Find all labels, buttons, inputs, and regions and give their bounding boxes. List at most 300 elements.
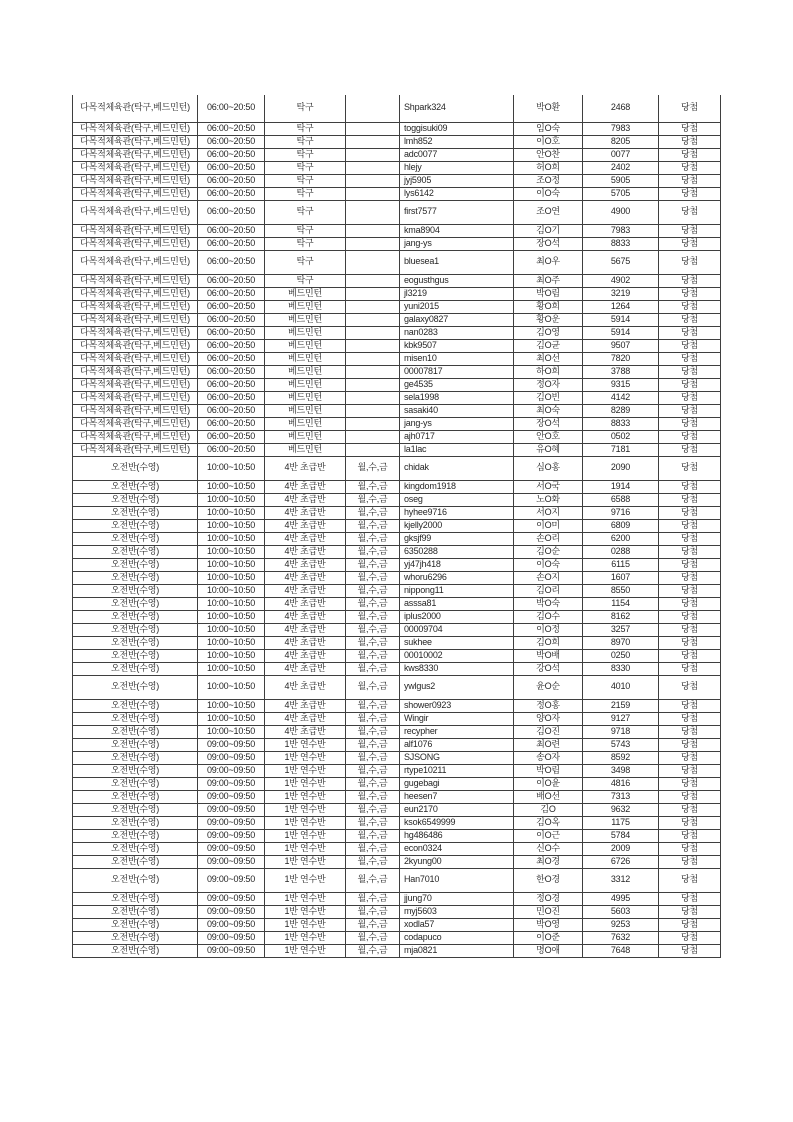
cell-name: 김O기 xyxy=(514,224,583,237)
cell-class: 4반 초급반 xyxy=(265,712,346,725)
table-row xyxy=(73,751,721,764)
cell-result: 당첨 xyxy=(659,519,721,532)
cell-days: 월,수,금 xyxy=(346,699,400,712)
cell-id: gksjf99 xyxy=(400,532,514,545)
cell-class: 1반 연수반 xyxy=(265,738,346,751)
cell-days: 월,수,금 xyxy=(346,558,400,571)
cell-result: 당첨 xyxy=(659,456,721,480)
cell-facility: 오전반(수영) xyxy=(73,790,198,803)
cell-time: 06:00~20:50 xyxy=(198,224,265,237)
cell-name: 김O균 xyxy=(514,339,583,352)
cell-time: 10:00~10:50 xyxy=(198,519,265,532)
cell-facility: 오전반(수영) xyxy=(73,855,198,868)
cell-time: 10:00~10:50 xyxy=(198,545,265,558)
table-row xyxy=(73,506,721,519)
table-row xyxy=(73,480,721,493)
cell-number: 7648 xyxy=(583,944,659,957)
cell-result: 당첨 xyxy=(659,250,721,274)
cell-days xyxy=(346,313,400,326)
cell-id: ksok6549999 xyxy=(400,816,514,829)
cell-facility: 다목적체육관(탁구,베드민턴) xyxy=(73,313,198,326)
cell-days xyxy=(346,417,400,430)
cell-result: 당첨 xyxy=(659,738,721,751)
cell-id: mja0821 xyxy=(400,944,514,957)
cell-class: 탁구 xyxy=(265,250,346,274)
cell-result: 당첨 xyxy=(659,944,721,957)
cell-name: 이O근 xyxy=(514,829,583,842)
cell-name: 안O호 xyxy=(514,430,583,443)
cell-result: 당첨 xyxy=(659,378,721,391)
table-row xyxy=(73,224,721,237)
table-row xyxy=(73,803,721,816)
cell-class: 4반 초급반 xyxy=(265,558,346,571)
table-row xyxy=(73,738,721,751)
cell-result: 당첨 xyxy=(659,868,721,892)
cell-days: 월,수,금 xyxy=(346,519,400,532)
cell-number: 8833 xyxy=(583,237,659,250)
cell-name: 박O림 xyxy=(514,764,583,777)
table-row xyxy=(73,725,721,738)
cell-days: 월,수,금 xyxy=(346,868,400,892)
cell-number: 5743 xyxy=(583,738,659,751)
cell-days xyxy=(346,174,400,187)
cell-facility: 다목적체육관(탁구,베드민턴) xyxy=(73,300,198,313)
cell-class: 탁구 xyxy=(265,237,346,250)
cell-days: 월,수,금 xyxy=(346,597,400,610)
table-row xyxy=(73,417,721,430)
cell-time: 10:00~10:50 xyxy=(198,610,265,623)
cell-result: 당첨 xyxy=(659,597,721,610)
cell-result: 당첨 xyxy=(659,200,721,224)
cell-days: 월,수,금 xyxy=(346,649,400,662)
cell-id: adc0077 xyxy=(400,148,514,161)
cell-name: 황O운 xyxy=(514,313,583,326)
cell-result: 당첨 xyxy=(659,584,721,597)
cell-facility: 오전반(수영) xyxy=(73,918,198,931)
table-row xyxy=(73,352,721,365)
cell-time: 10:00~10:50 xyxy=(198,506,265,519)
cell-time: 10:00~10:50 xyxy=(198,649,265,662)
cell-name: 김O리 xyxy=(514,584,583,597)
cell-facility: 오전반(수영) xyxy=(73,493,198,506)
cell-facility: 오전반(수영) xyxy=(73,803,198,816)
cell-class: 1반 연수반 xyxy=(265,868,346,892)
cell-days: 월,수,금 xyxy=(346,545,400,558)
cell-id: SJSONG xyxy=(400,751,514,764)
cell-number: 5603 xyxy=(583,905,659,918)
cell-days: 월,수,금 xyxy=(346,610,400,623)
cell-name: 이O준 xyxy=(514,931,583,944)
cell-result: 당첨 xyxy=(659,404,721,417)
cell-id: jang-ys xyxy=(400,417,514,430)
cell-name: 김O xyxy=(514,803,583,816)
cell-result: 당첨 xyxy=(659,751,721,764)
cell-facility: 오전반(수영) xyxy=(73,712,198,725)
cell-facility: 오전반(수영) xyxy=(73,636,198,649)
table-row xyxy=(73,187,721,200)
cell-time: 06:00~20:50 xyxy=(198,430,265,443)
cell-facility: 다목적체육관(탁구,베드민턴) xyxy=(73,404,198,417)
cell-result: 당첨 xyxy=(659,95,721,122)
cell-name: 송O자 xyxy=(514,751,583,764)
cell-days: 월,수,금 xyxy=(346,662,400,675)
cell-id: 6350288 xyxy=(400,545,514,558)
cell-name: 박O배 xyxy=(514,649,583,662)
cell-days xyxy=(346,443,400,456)
cell-result: 당첨 xyxy=(659,135,721,148)
cell-time: 06:00~20:50 xyxy=(198,187,265,200)
cell-number: 0288 xyxy=(583,545,659,558)
cell-number: 3312 xyxy=(583,868,659,892)
cell-number: 9507 xyxy=(583,339,659,352)
cell-number: 2402 xyxy=(583,161,659,174)
cell-class: 베드민턴 xyxy=(265,339,346,352)
cell-class: 4반 초급반 xyxy=(265,725,346,738)
cell-class: 1반 연수반 xyxy=(265,855,346,868)
cell-result: 당첨 xyxy=(659,274,721,287)
cell-number: 5914 xyxy=(583,313,659,326)
cell-number: 4816 xyxy=(583,777,659,790)
cell-id: econ0324 xyxy=(400,842,514,855)
cell-result: 당첨 xyxy=(659,649,721,662)
table-row xyxy=(73,610,721,623)
cell-class: 4반 초급반 xyxy=(265,649,346,662)
cell-id: yj47jh418 xyxy=(400,558,514,571)
cell-time: 10:00~10:50 xyxy=(198,571,265,584)
cell-result: 당첨 xyxy=(659,790,721,803)
cell-time: 09:00~09:50 xyxy=(198,905,265,918)
cell-class: 1반 연수반 xyxy=(265,829,346,842)
cell-facility: 다목적체육관(탁구,베드민턴) xyxy=(73,417,198,430)
table-row xyxy=(73,365,721,378)
cell-days xyxy=(346,430,400,443)
cell-name: 손O지 xyxy=(514,571,583,584)
cell-days: 월,수,금 xyxy=(346,506,400,519)
cell-class: 베드민턴 xyxy=(265,326,346,339)
cell-number: 6200 xyxy=(583,532,659,545)
cell-facility: 오전반(수영) xyxy=(73,764,198,777)
cell-time: 09:00~09:50 xyxy=(198,855,265,868)
cell-id: eogusthgus xyxy=(400,274,514,287)
cell-result: 당첨 xyxy=(659,571,721,584)
cell-class: 베드민턴 xyxy=(265,300,346,313)
cell-days: 월,수,금 xyxy=(346,725,400,738)
cell-time: 10:00~10:50 xyxy=(198,480,265,493)
cell-class: 베드민턴 xyxy=(265,313,346,326)
cell-facility: 다목적체육관(탁구,베드민턴) xyxy=(73,365,198,378)
cell-days xyxy=(346,237,400,250)
cell-class: 탁구 xyxy=(265,161,346,174)
table-row xyxy=(73,712,721,725)
cell-time: 06:00~20:50 xyxy=(198,122,265,135)
cell-result: 당첨 xyxy=(659,417,721,430)
table-row xyxy=(73,237,721,250)
cell-days: 월,수,금 xyxy=(346,764,400,777)
cell-id: kma8904 xyxy=(400,224,514,237)
cell-number: 3257 xyxy=(583,623,659,636)
cell-name: 황O희 xyxy=(514,300,583,313)
cell-name: 김O희 xyxy=(514,636,583,649)
cell-id: sela1998 xyxy=(400,391,514,404)
cell-result: 당첨 xyxy=(659,675,721,699)
cell-number: 8205 xyxy=(583,135,659,148)
cell-class: 탁구 xyxy=(265,274,346,287)
cell-facility: 오전반(수영) xyxy=(73,623,198,636)
cell-result: 당첨 xyxy=(659,506,721,519)
cell-class: 탁구 xyxy=(265,224,346,237)
cell-name: 이O정 xyxy=(514,623,583,636)
table-row xyxy=(73,571,721,584)
table-row xyxy=(73,829,721,842)
cell-result: 당첨 xyxy=(659,712,721,725)
table-row xyxy=(73,339,721,352)
cell-result: 당첨 xyxy=(659,699,721,712)
cell-time: 09:00~09:50 xyxy=(198,790,265,803)
cell-name: 하O희 xyxy=(514,365,583,378)
cell-result: 당첨 xyxy=(659,313,721,326)
cell-time: 09:00~09:50 xyxy=(198,777,265,790)
cell-time: 06:00~20:50 xyxy=(198,95,265,122)
cell-days: 월,수,금 xyxy=(346,803,400,816)
cell-id: toggisuki09 xyxy=(400,122,514,135)
cell-name: 최O선 xyxy=(514,352,583,365)
cell-number: 6588 xyxy=(583,493,659,506)
cell-facility: 다목적체육관(탁구,베드민턴) xyxy=(73,326,198,339)
cell-facility: 다목적체육관(탁구,베드민턴) xyxy=(73,339,198,352)
cell-days: 월,수,금 xyxy=(346,892,400,905)
cell-time: 06:00~20:50 xyxy=(198,417,265,430)
cell-class: 베드민턴 xyxy=(265,430,346,443)
cell-result: 당첨 xyxy=(659,148,721,161)
cell-result: 당첨 xyxy=(659,725,721,738)
cell-facility: 다목적체육관(탁구,베드민턴) xyxy=(73,237,198,250)
cell-class: 탁구 xyxy=(265,200,346,224)
cell-id: rtype10211 xyxy=(400,764,514,777)
cell-class: 베드민턴 xyxy=(265,365,346,378)
cell-days: 월,수,금 xyxy=(346,675,400,699)
cell-facility: 오전반(수영) xyxy=(73,558,198,571)
cell-name: 강O석 xyxy=(514,662,583,675)
cell-result: 당첨 xyxy=(659,187,721,200)
cell-result: 당첨 xyxy=(659,662,721,675)
table-row xyxy=(73,675,721,699)
cell-facility: 다목적체육관(탁구,베드민턴) xyxy=(73,352,198,365)
cell-facility: 다목적체육관(탁구,베드민턴) xyxy=(73,443,198,456)
cell-name: 정O홍 xyxy=(514,699,583,712)
cell-name: 장O석 xyxy=(514,237,583,250)
cell-id: jang-ys xyxy=(400,237,514,250)
cell-class: 탁구 xyxy=(265,95,346,122)
cell-days xyxy=(346,352,400,365)
cell-facility: 오전반(수영) xyxy=(73,532,198,545)
cell-time: 06:00~20:50 xyxy=(198,391,265,404)
cell-class: 베드민턴 xyxy=(265,378,346,391)
table-row xyxy=(73,122,721,135)
cell-time: 09:00~09:50 xyxy=(198,803,265,816)
table-row xyxy=(73,326,721,339)
cell-time: 06:00~20:50 xyxy=(198,200,265,224)
cell-days xyxy=(346,300,400,313)
cell-result: 당첨 xyxy=(659,931,721,944)
cell-days: 월,수,금 xyxy=(346,712,400,725)
cell-number: 9632 xyxy=(583,803,659,816)
table-row xyxy=(73,905,721,918)
table-row xyxy=(73,300,721,313)
cell-id: asssa81 xyxy=(400,597,514,610)
cell-id: ywlgus2 xyxy=(400,675,514,699)
cell-number: 5784 xyxy=(583,829,659,842)
cell-number: 6726 xyxy=(583,855,659,868)
cell-name: 조O연 xyxy=(514,200,583,224)
table-row xyxy=(73,545,721,558)
cell-number: 1264 xyxy=(583,300,659,313)
cell-result: 당첨 xyxy=(659,391,721,404)
cell-number: 3788 xyxy=(583,365,659,378)
cell-days: 월,수,금 xyxy=(346,623,400,636)
cell-number: 8592 xyxy=(583,751,659,764)
cell-result: 당첨 xyxy=(659,161,721,174)
cell-days xyxy=(346,135,400,148)
cell-facility: 오전반(수영) xyxy=(73,545,198,558)
cell-number: 7820 xyxy=(583,352,659,365)
cell-name: 김O영 xyxy=(514,326,583,339)
cell-result: 당첨 xyxy=(659,558,721,571)
table-row xyxy=(73,558,721,571)
cell-result: 당첨 xyxy=(659,480,721,493)
cell-result: 당첨 xyxy=(659,532,721,545)
cell-id: jjung70 xyxy=(400,892,514,905)
cell-name: 최O주 xyxy=(514,274,583,287)
cell-days xyxy=(346,161,400,174)
cell-facility: 다목적체육관(탁구,베드민턴) xyxy=(73,148,198,161)
table-row xyxy=(73,493,721,506)
cell-facility: 오전반(수영) xyxy=(73,649,198,662)
cell-class: 1반 연수반 xyxy=(265,918,346,931)
cell-time: 06:00~20:50 xyxy=(198,352,265,365)
cell-facility: 오전반(수영) xyxy=(73,892,198,905)
cell-facility: 오전반(수영) xyxy=(73,571,198,584)
cell-name: 윤O순 xyxy=(514,675,583,699)
cell-days: 월,수,금 xyxy=(346,480,400,493)
cell-class: 4반 초급반 xyxy=(265,699,346,712)
cell-time: 10:00~10:50 xyxy=(198,662,265,675)
cell-name: 최O경 xyxy=(514,855,583,868)
cell-number: 7181 xyxy=(583,443,659,456)
cell-id: yuni2015 xyxy=(400,300,514,313)
cell-class: 베드민턴 xyxy=(265,404,346,417)
cell-number: 7983 xyxy=(583,122,659,135)
cell-time: 09:00~09:50 xyxy=(198,842,265,855)
cell-name: 최O우 xyxy=(514,250,583,274)
cell-id: nippong11 xyxy=(400,584,514,597)
cell-class: 1반 연수반 xyxy=(265,944,346,957)
cell-time: 06:00~20:50 xyxy=(198,161,265,174)
cell-name: 조O정 xyxy=(514,174,583,187)
table-row xyxy=(73,200,721,224)
cell-days: 월,수,금 xyxy=(346,905,400,918)
cell-class: 1반 연수반 xyxy=(265,764,346,777)
cell-facility: 다목적체육관(탁구,베드민턴) xyxy=(73,430,198,443)
cell-class: 1반 연수반 xyxy=(265,777,346,790)
cell-result: 당첨 xyxy=(659,430,721,443)
cell-days xyxy=(346,148,400,161)
cell-id: codapuco xyxy=(400,931,514,944)
cell-days xyxy=(346,339,400,352)
cell-id: galaxy0827 xyxy=(400,313,514,326)
cell-class: 4반 초급반 xyxy=(265,675,346,699)
cell-id: bluesea1 xyxy=(400,250,514,274)
cell-days xyxy=(346,250,400,274)
cell-id: hyhee9716 xyxy=(400,506,514,519)
cell-name: 신O수 xyxy=(514,842,583,855)
cell-id: 2kyung00 xyxy=(400,855,514,868)
cell-days xyxy=(346,391,400,404)
cell-days xyxy=(346,187,400,200)
cell-id: kjelly2000 xyxy=(400,519,514,532)
cell-result: 당첨 xyxy=(659,300,721,313)
cell-id: nan0283 xyxy=(400,326,514,339)
cell-id: recypher xyxy=(400,725,514,738)
cell-class: 1반 연수반 xyxy=(265,842,346,855)
cell-facility: 오전반(수영) xyxy=(73,751,198,764)
cell-time: 06:00~20:50 xyxy=(198,300,265,313)
cell-id: jyj5905 xyxy=(400,174,514,187)
cell-facility: 오전반(수영) xyxy=(73,944,198,957)
cell-number: 8289 xyxy=(583,404,659,417)
cell-class: 4반 초급반 xyxy=(265,532,346,545)
cell-facility: 오전반(수영) xyxy=(73,506,198,519)
table-row xyxy=(73,274,721,287)
cell-facility: 오전반(수영) xyxy=(73,480,198,493)
cell-result: 당첨 xyxy=(659,287,721,300)
cell-facility: 오전반(수영) xyxy=(73,777,198,790)
cell-id: first7577 xyxy=(400,200,514,224)
cell-result: 당첨 xyxy=(659,623,721,636)
cell-class: 4반 초급반 xyxy=(265,545,346,558)
cell-class: 4반 초급반 xyxy=(265,571,346,584)
cell-result: 당첨 xyxy=(659,326,721,339)
table-row xyxy=(73,430,721,443)
table-row xyxy=(73,623,721,636)
cell-days xyxy=(346,287,400,300)
cell-days: 월,수,금 xyxy=(346,738,400,751)
cell-class: 4반 초급반 xyxy=(265,506,346,519)
cell-result: 당첨 xyxy=(659,855,721,868)
cell-number: 4902 xyxy=(583,274,659,287)
cell-number: 5675 xyxy=(583,250,659,274)
cell-id: whoru6296 xyxy=(400,571,514,584)
cell-result: 당첨 xyxy=(659,918,721,931)
cell-name: 유O혜 xyxy=(514,443,583,456)
cell-name: 박O영 xyxy=(514,918,583,931)
cell-class: 4반 초급반 xyxy=(265,519,346,532)
cell-number: 2090 xyxy=(583,456,659,480)
results-table-body xyxy=(73,95,721,957)
cell-time: 06:00~20:50 xyxy=(198,237,265,250)
cell-name: 이O미 xyxy=(514,519,583,532)
cell-number: 1154 xyxy=(583,597,659,610)
cell-facility: 오전반(수영) xyxy=(73,829,198,842)
cell-days: 월,수,금 xyxy=(346,842,400,855)
table-row xyxy=(73,519,721,532)
cell-facility: 오전반(수영) xyxy=(73,905,198,918)
table-row xyxy=(73,597,721,610)
cell-facility: 다목적체육관(탁구,베드민턴) xyxy=(73,378,198,391)
cell-name: 김O순 xyxy=(514,545,583,558)
cell-result: 당첨 xyxy=(659,174,721,187)
cell-class: 1반 연수반 xyxy=(265,790,346,803)
cell-name: 이O호 xyxy=(514,135,583,148)
